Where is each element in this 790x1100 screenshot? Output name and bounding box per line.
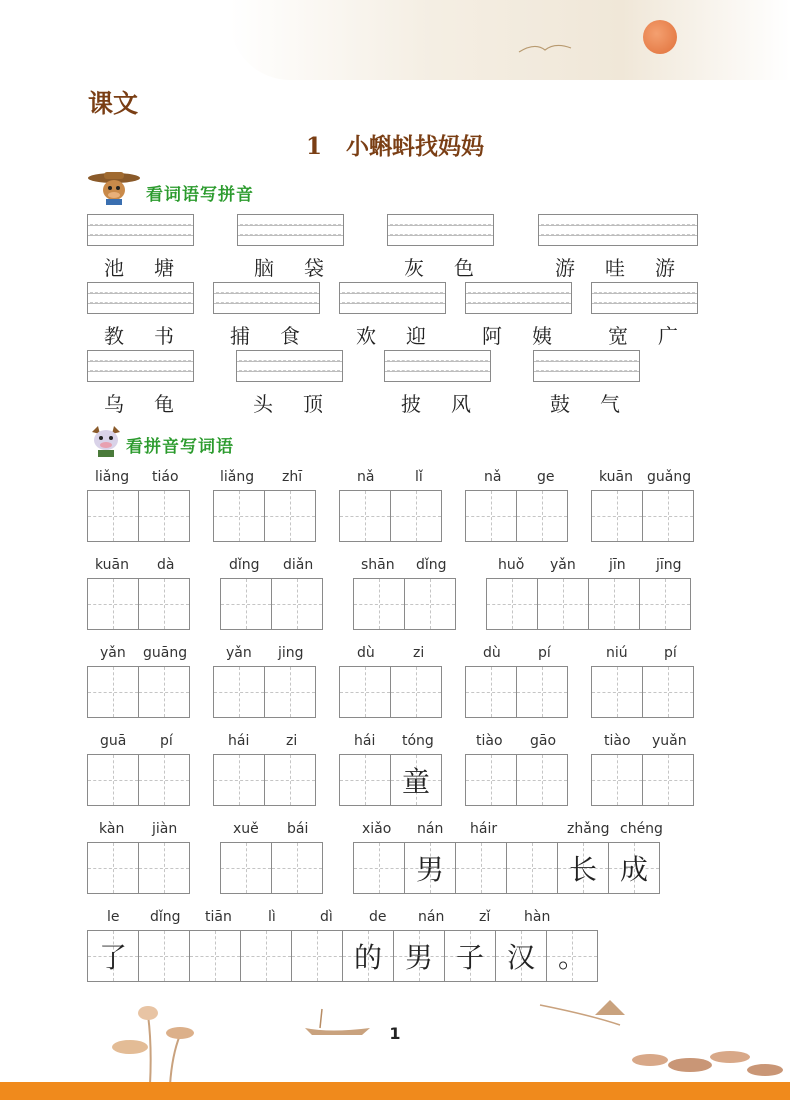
part2-title: 看拼音写词语 — [126, 437, 234, 457]
writing-cell[interactable] — [390, 490, 442, 542]
pinyin-label: zi — [286, 733, 298, 749]
writing-cell[interactable] — [220, 578, 272, 630]
writing-cell[interactable] — [189, 930, 241, 982]
pinyin-label: jiàn — [152, 821, 178, 837]
pinyin-label: tóng — [402, 733, 434, 749]
bird-sketch-decoration — [515, 38, 575, 60]
pinyin-label: tiān — [205, 909, 232, 925]
writing-grid — [339, 754, 442, 806]
pinyin-label: kàn — [99, 821, 125, 837]
pinyin-label: jīng — [656, 557, 682, 573]
writing-cell[interactable] — [353, 842, 405, 894]
writing-cell[interactable] — [642, 666, 694, 718]
pinyin-answer-box[interactable] — [87, 350, 194, 382]
pinyin-label: zhī — [282, 469, 303, 485]
pinyin-label: háir — [470, 821, 498, 837]
vocab-word: 灰色 — [404, 256, 504, 280]
pinyin-label: nǎ — [484, 469, 502, 485]
writing-cell[interactable] — [138, 930, 190, 982]
writing-grid — [213, 754, 316, 806]
writing-cell[interactable] — [264, 754, 316, 806]
pinyin-label: ge — [537, 469, 555, 485]
pinyin-label: guāng — [143, 645, 188, 661]
writing-cell[interactable] — [87, 490, 139, 542]
vocab-word: 披风 — [401, 392, 501, 416]
pinyin-label: tiào — [604, 733, 631, 749]
writing-cell[interactable] — [506, 842, 558, 894]
pinyin-label: kuān — [95, 557, 130, 573]
pinyin-label: xiǎo — [362, 821, 392, 837]
writing-cell[interactable] — [264, 490, 316, 542]
vocab-word: 捕食 — [230, 324, 330, 348]
pinyin-answer-box[interactable] — [237, 214, 344, 246]
pinyin-label: bái — [287, 821, 309, 837]
part1-title: 看词语写拼音 — [146, 185, 254, 205]
pinyin-label: nán — [417, 821, 444, 837]
pinyin-label: dà — [157, 557, 175, 573]
pinyin-label: zhǎng — [567, 821, 610, 837]
pinyin-label: diǎn — [283, 557, 314, 573]
writing-cell[interactable] — [455, 842, 507, 894]
pinyin-answer-box[interactable] — [591, 282, 698, 314]
writing-cell[interactable] — [264, 666, 316, 718]
writing-grid — [87, 754, 190, 806]
pinyin-label: hái — [354, 733, 376, 749]
pinyin-label: yǎn — [226, 645, 252, 661]
writing-cell[interactable] — [271, 578, 323, 630]
writing-cell[interactable]: 童 — [390, 754, 442, 806]
writing-cell[interactable] — [591, 490, 643, 542]
writing-grid — [591, 666, 694, 718]
writing-cell[interactable] — [213, 490, 265, 542]
vocab-word: 鼓气 — [550, 392, 650, 416]
writing-cell[interactable]: 成 — [608, 842, 660, 894]
pinyin-label: pí — [160, 733, 173, 749]
writing-grid — [465, 490, 568, 542]
writing-cell[interactable] — [220, 842, 272, 894]
writing-grid — [213, 666, 316, 718]
writing-cell[interactable]: 子 — [444, 930, 496, 982]
writing-cell[interactable] — [465, 754, 517, 806]
pinyin-label: zǐ — [479, 909, 491, 925]
pinyin-answer-box[interactable] — [87, 214, 194, 246]
writing-cell[interactable] — [537, 578, 589, 630]
vocab-word: 游哇游 — [555, 256, 705, 280]
pinyin-label: pí — [664, 645, 677, 661]
writing-cell[interactable] — [404, 578, 456, 630]
writing-grid — [220, 842, 323, 894]
writing-grid — [220, 578, 323, 630]
writing-cell[interactable]: 男 — [404, 842, 456, 894]
writing-grid — [339, 666, 442, 718]
writing-grid — [87, 490, 190, 542]
writing-cell[interactable] — [138, 578, 190, 630]
writing-cell[interactable]: 男 — [393, 930, 445, 982]
writing-grid — [591, 754, 694, 806]
pinyin-label: dù — [483, 645, 501, 661]
vocab-word: 头顶 — [253, 392, 353, 416]
header-decoration — [230, 0, 790, 80]
writing-cell[interactable] — [87, 578, 139, 630]
page-number: 1 — [389, 1024, 401, 1043]
writing-cell[interactable] — [642, 490, 694, 542]
pinyin-answer-box[interactable] — [213, 282, 320, 314]
pinyin-label: yǎn — [100, 645, 126, 661]
pinyin-label: dǐng — [150, 909, 181, 925]
pinyin-label: hàn — [524, 909, 551, 925]
writing-cell[interactable] — [339, 666, 391, 718]
pinyin-label: de — [369, 909, 387, 925]
vocab-word: 脑袋 — [254, 256, 354, 280]
writing-grid — [465, 754, 568, 806]
writing-grid — [213, 490, 316, 542]
pinyin-label: lì — [268, 909, 276, 925]
pinyin-label: hái — [228, 733, 250, 749]
writing-cell[interactable] — [138, 754, 190, 806]
writing-cell[interactable]: 了 — [87, 930, 139, 982]
pinyin-label: tiáo — [152, 469, 179, 485]
sun-decoration — [643, 20, 677, 54]
writing-cell[interactable] — [642, 754, 694, 806]
writing-cell[interactable] — [213, 666, 265, 718]
writing-cell[interactable] — [516, 754, 568, 806]
writing-grid — [87, 666, 190, 718]
pinyin-label: niú — [606, 645, 628, 661]
pinyin-label: liǎng — [95, 469, 130, 485]
lesson-name: 小蝌蚪找妈妈 — [346, 133, 484, 160]
pinyin-answer-box[interactable] — [533, 350, 640, 382]
writing-cell[interactable] — [138, 490, 190, 542]
writing-cell[interactable] — [639, 578, 691, 630]
vocab-word: 池塘 — [104, 256, 204, 280]
writing-cell[interactable] — [353, 578, 405, 630]
pinyin-label: huǒ — [498, 557, 525, 573]
writing-grid — [353, 578, 456, 630]
writing-cell[interactable] — [87, 754, 139, 806]
writing-cell[interactable] — [390, 666, 442, 718]
writing-grid — [465, 666, 568, 718]
pinyin-label: nán — [418, 909, 445, 925]
pinyin-label: kuān — [599, 469, 634, 485]
writing-grid — [353, 842, 660, 894]
writing-grid — [87, 930, 598, 982]
pinyin-answer-box[interactable] — [339, 282, 446, 314]
writing-grid — [87, 578, 190, 630]
pinyin-answer-box[interactable] — [236, 350, 343, 382]
pinyin-answer-box[interactable] — [384, 350, 491, 382]
pinyin-label: gāo — [530, 733, 557, 749]
pinyin-label: nǎ — [357, 469, 375, 485]
writing-cell[interactable] — [138, 842, 190, 894]
pinyin-answer-box[interactable] — [87, 282, 194, 314]
writing-cell[interactable] — [339, 754, 391, 806]
pinyin-label: jing — [278, 645, 304, 661]
pinyin-label: le — [107, 909, 120, 925]
writing-grid — [591, 490, 694, 542]
writing-grid — [486, 578, 691, 630]
pinyin-label: pí — [538, 645, 551, 661]
writing-grid — [87, 842, 190, 894]
section-title: 课文 — [88, 89, 139, 118]
pinyin-label: yǎn — [550, 557, 576, 573]
vocab-word: 阿姨 — [482, 324, 582, 348]
writing-cell[interactable] — [87, 842, 139, 894]
writing-cell[interactable]: 的 — [342, 930, 394, 982]
pinyin-label: lǐ — [415, 469, 423, 485]
writing-cell[interactable]: 汉 — [495, 930, 547, 982]
writing-cell[interactable] — [240, 930, 292, 982]
pinyin-label: dù — [357, 645, 375, 661]
pinyin-answer-box[interactable] — [387, 214, 494, 246]
writing-cell[interactable] — [138, 666, 190, 718]
writing-cell[interactable] — [465, 490, 517, 542]
pinyin-answer-box[interactable] — [538, 214, 698, 246]
writing-cell[interactable] — [87, 666, 139, 718]
pinyin-label: dì — [320, 909, 333, 925]
writing-cell[interactable]: 长 — [557, 842, 609, 894]
writing-cell[interactable] — [516, 490, 568, 542]
pinyin-label: dǐng — [229, 557, 260, 573]
pinyin-label: guǎng — [647, 469, 692, 485]
lesson-number: 1 — [305, 133, 322, 160]
ox-cowboy-mascot-icon — [86, 170, 142, 206]
pinyin-label: shān — [361, 557, 395, 573]
writing-cell[interactable] — [486, 578, 538, 630]
writing-cell[interactable] — [291, 930, 343, 982]
writing-cell[interactable] — [516, 666, 568, 718]
pinyin-label: chéng — [620, 821, 663, 837]
pinyin-label: tiào — [476, 733, 503, 749]
pinyin-label: yuǎn — [652, 733, 687, 749]
pinyin-label: jīn — [609, 557, 626, 573]
writing-grid — [339, 490, 442, 542]
pinyin-label: xuě — [233, 821, 259, 837]
writing-cell[interactable] — [339, 490, 391, 542]
writing-cell[interactable] — [271, 842, 323, 894]
vocab-word: 欢迎 — [356, 324, 456, 348]
footer-bar — [0, 1082, 790, 1100]
writing-cell[interactable] — [213, 754, 265, 806]
writing-cell[interactable] — [465, 666, 517, 718]
writing-cell[interactable] — [591, 754, 643, 806]
pinyin-label: guā — [100, 733, 127, 749]
writing-cell[interactable]: 。 — [546, 930, 598, 982]
lesson-title — [0, 128, 790, 161]
writing-cell[interactable] — [591, 666, 643, 718]
pinyin-label: dǐng — [416, 557, 447, 573]
vocab-word: 教书 — [104, 324, 204, 348]
vocab-word: 宽广 — [608, 324, 708, 348]
writing-cell[interactable] — [588, 578, 640, 630]
pinyin-answer-box[interactable] — [465, 282, 572, 314]
pinyin-label: zi — [413, 645, 425, 661]
pinyin-label: liǎng — [220, 469, 255, 485]
calf-mascot-icon — [86, 424, 126, 458]
vocab-word: 乌龟 — [104, 392, 204, 416]
